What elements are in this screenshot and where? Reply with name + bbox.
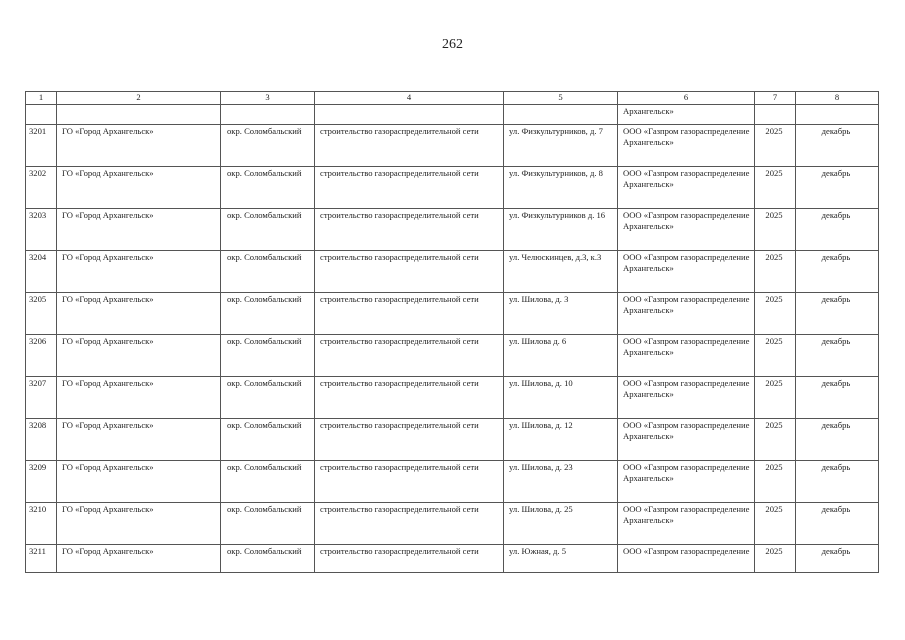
month-cell: декабрь: [796, 502, 879, 544]
organization-cell: ООО «Газпром газораспределение: [618, 544, 755, 572]
header-row: [26, 92, 879, 105]
table-cell: [315, 104, 504, 124]
year-cell: 2025: [755, 418, 796, 460]
organization-cell: ООО «Газпром газораспределение Архангельск»: [618, 208, 755, 250]
row-number: 3207: [26, 376, 57, 418]
organization-cell: ООО «Газпром газораспределение Архангельск»: [618, 460, 755, 502]
organization-cell: ООО «Газпром газораспределение Архангельск»: [618, 250, 755, 292]
address-cell: ул. Шилова, д. 3: [504, 292, 618, 334]
table-cell: [221, 104, 315, 124]
table-row: [26, 250, 879, 292]
row-number: 3201: [26, 124, 57, 166]
month-cell: декабрь: [796, 376, 879, 418]
table-cell: [57, 104, 221, 124]
entity-cell: ГО «Город Архангельск»: [57, 544, 221, 572]
address-cell: ул. Физкультурников, д. 7: [504, 124, 618, 166]
district-cell: окр. Соломбальский: [221, 544, 315, 572]
column-header: 3: [221, 92, 315, 105]
row-number: 3203: [26, 208, 57, 250]
month-cell: декабрь: [796, 208, 879, 250]
year-cell: 2025: [755, 292, 796, 334]
organization-cell: ООО «Газпром газораспределение Архангельск»: [618, 376, 755, 418]
district-cell: окр. Соломбальский: [221, 166, 315, 208]
entity-cell: ГО «Город Архангельск»: [57, 166, 221, 208]
year-cell: 2025: [755, 124, 796, 166]
table-cell: [504, 104, 618, 124]
organization-cell: ООО «Газпром газораспределение Архангельск»: [618, 124, 755, 166]
table-row: [26, 334, 879, 376]
work-cell: строительство газораспределительной сети: [315, 166, 504, 208]
column-header: 1: [26, 92, 57, 105]
address-cell: ул. Южная, д. 5: [504, 544, 618, 572]
work-cell: строительство газораспределительной сети: [315, 376, 504, 418]
work-cell: строительство газораспределительной сети: [315, 208, 504, 250]
table-row: [26, 124, 879, 166]
column-header: 8: [796, 92, 879, 105]
address-cell: ул. Физкультурников, д. 8: [504, 166, 618, 208]
entity-cell: ГО «Город Архангельск»: [57, 418, 221, 460]
work-cell: строительство газораспределительной сети: [315, 460, 504, 502]
row-number: 3211: [26, 544, 57, 572]
address-cell: ул. Челюскинцев, д.3, к.3: [504, 250, 618, 292]
table-row: [26, 376, 879, 418]
page-number: 262: [442, 37, 463, 52]
district-cell: окр. Соломбальский: [221, 208, 315, 250]
district-cell: окр. Соломбальский: [221, 418, 315, 460]
organization-cell: ООО «Газпром газораспределение Архангельск»: [618, 334, 755, 376]
month-cell: декабрь: [796, 166, 879, 208]
year-cell: 2025: [755, 334, 796, 376]
entity-cell: ГО «Город Архангельск»: [57, 376, 221, 418]
organization-cell: ООО «Газпром газораспределение Архангельск»: [618, 292, 755, 334]
entity-cell: ГО «Город Архангельск»: [57, 124, 221, 166]
work-cell: строительство газораспределительной сети: [315, 418, 504, 460]
column-header: 6: [618, 92, 755, 105]
year-cell: 2025: [755, 250, 796, 292]
work-cell: строительство газораспределительной сети: [315, 502, 504, 544]
entity-cell: ГО «Город Архангельск»: [57, 460, 221, 502]
row-number: 3205: [26, 292, 57, 334]
district-cell: окр. Соломбальский: [221, 502, 315, 544]
column-header: 4: [315, 92, 504, 105]
year-cell: 2025: [755, 460, 796, 502]
column-header: 2: [57, 92, 221, 105]
work-cell: строительство газораспределительной сети: [315, 124, 504, 166]
row-number: 3202: [26, 166, 57, 208]
row-number: 3209: [26, 460, 57, 502]
month-cell: декабрь: [796, 250, 879, 292]
address-cell: ул. Шилова, д. 25: [504, 502, 618, 544]
table-row: [26, 208, 879, 250]
year-cell: 2025: [755, 502, 796, 544]
table-row: [26, 418, 879, 460]
address-cell: ул. Шилова д. 6: [504, 334, 618, 376]
data-table: [25, 91, 879, 573]
organization-cell: ООО «Газпром газораспределение Архангельск»: [618, 418, 755, 460]
year-cell: 2025: [755, 208, 796, 250]
month-cell: декабрь: [796, 460, 879, 502]
month-cell: декабрь: [796, 124, 879, 166]
month-cell: декабрь: [796, 418, 879, 460]
table-cell: Архангельск»: [618, 104, 755, 124]
entity-cell: ГО «Город Архангельск»: [57, 334, 221, 376]
table-row: [26, 502, 879, 544]
row-number: 3206: [26, 334, 57, 376]
row-number: 3208: [26, 418, 57, 460]
year-cell: 2025: [755, 166, 796, 208]
continuation-row: [26, 104, 879, 124]
district-cell: окр. Соломбальский: [221, 292, 315, 334]
entity-cell: ГО «Город Архангельск»: [57, 208, 221, 250]
address-cell: ул. Шилова, д. 10: [504, 376, 618, 418]
table-cell: [796, 104, 879, 124]
month-cell: декабрь: [796, 292, 879, 334]
district-cell: окр. Соломбальский: [221, 376, 315, 418]
work-cell: строительство газораспределительной сети: [315, 544, 504, 572]
row-number: 3204: [26, 250, 57, 292]
address-cell: ул. Шилова, д. 12: [504, 418, 618, 460]
district-cell: окр. Соломбальский: [221, 460, 315, 502]
entity-cell: ГО «Город Архангельск»: [57, 250, 221, 292]
work-cell: строительство газораспределительной сети: [315, 292, 504, 334]
column-header: 7: [755, 92, 796, 105]
entity-cell: ГО «Город Архангельск»: [57, 292, 221, 334]
work-cell: строительство газораспределительной сети: [315, 250, 504, 292]
table-row: [26, 292, 879, 334]
organization-cell: ООО «Газпром газораспределение Архангельск»: [618, 502, 755, 544]
table-row: [26, 544, 879, 572]
address-cell: ул. Шилова, д. 23: [504, 460, 618, 502]
address-cell: ул. Физкультурников д. 16: [504, 208, 618, 250]
year-cell: 2025: [755, 376, 796, 418]
column-header: 5: [504, 92, 618, 105]
month-cell: декабрь: [796, 334, 879, 376]
district-cell: окр. Соломбальский: [221, 334, 315, 376]
table-row: [26, 460, 879, 502]
district-cell: окр. Соломбальский: [221, 250, 315, 292]
month-cell: декабрь: [796, 544, 879, 572]
organization-cell: ООО «Газпром газораспределение Архангельск»: [618, 166, 755, 208]
table-row: [26, 166, 879, 208]
year-cell: 2025: [755, 544, 796, 572]
work-cell: строительство газораспределительной сети: [315, 334, 504, 376]
entity-cell: ГО «Город Архангельск»: [57, 502, 221, 544]
table-cell: [755, 104, 796, 124]
district-cell: окр. Соломбальский: [221, 124, 315, 166]
table-cell: [26, 104, 57, 124]
row-number: 3210: [26, 502, 57, 544]
